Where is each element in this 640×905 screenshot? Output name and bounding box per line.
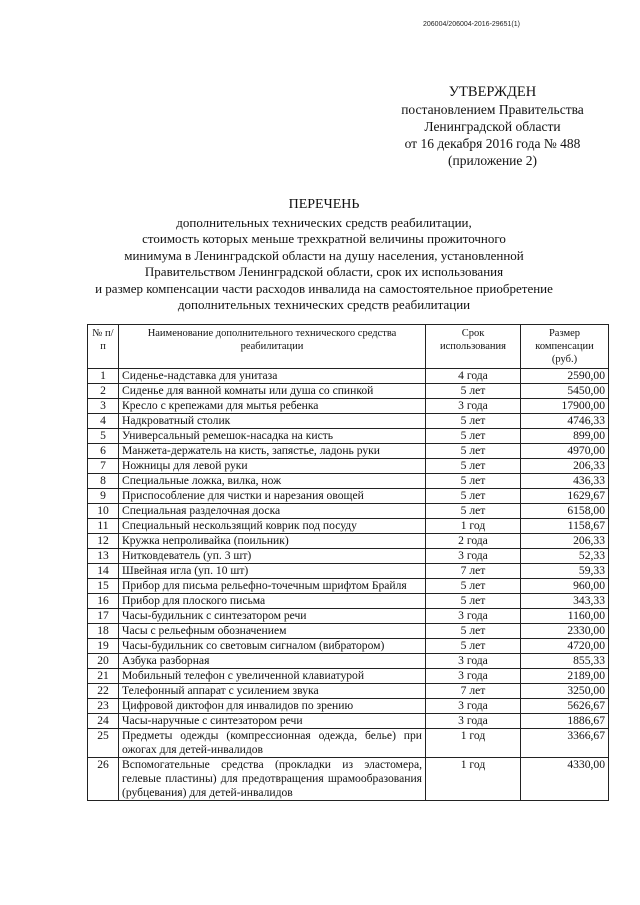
num-cell: 11	[88, 519, 119, 534]
num-cell: 6	[88, 444, 119, 459]
name-cell: Ножницы для левой руки	[119, 459, 426, 474]
amount-cell: 5626,67	[521, 699, 609, 714]
num-cell: 2	[88, 384, 119, 399]
amount-cell: 3366,67	[521, 729, 609, 758]
term-cell: 4 года	[426, 369, 521, 384]
amount-cell: 960,00	[521, 579, 609, 594]
name-cell: Швейная игла (уп. 10 шт)	[119, 564, 426, 579]
num-cell: 22	[88, 684, 119, 699]
term-cell: 2 года	[426, 534, 521, 549]
amount-cell: 52,33	[521, 549, 609, 564]
term-cell: 3 года	[426, 654, 521, 669]
term-cell: 5 лет	[426, 594, 521, 609]
table-row	[88, 609, 609, 624]
title-line: минимума в Ленинградской области на душу населения, установленной	[124, 247, 524, 263]
name-cell: Часы-будильник со световым сигналом (вибратором)	[119, 639, 426, 654]
table-row	[88, 758, 609, 801]
amount-cell: 4970,00	[521, 444, 609, 459]
term-cell: 7 лет	[426, 564, 521, 579]
num-cell: 24	[88, 714, 119, 729]
term-cell: 3 года	[426, 699, 521, 714]
name-cell: Сиденье для ванной комнаты или душа со спинкой	[119, 384, 426, 399]
term-cell: 7 лет	[426, 684, 521, 699]
name-cell: Кружка непроливайка (поильник)	[119, 534, 426, 549]
amount-cell: 436,33	[521, 474, 609, 489]
table-row	[88, 369, 609, 384]
approval-block	[385, 84, 600, 169]
name-cell: Приспособление для чистки и нарезания овощей	[119, 489, 426, 504]
term-cell: 3 года	[426, 714, 521, 729]
document-id: 206004/206004-2016-29651(1)	[423, 21, 520, 28]
name-cell: Универсальный ремешок-насадка на кисть	[119, 429, 426, 444]
name-cell: Часы-будильник с синтезатором речи	[119, 609, 426, 624]
num-cell: 13	[88, 549, 119, 564]
title-line: Правительством Ленинградской области, срок их использования	[144, 264, 504, 279]
name-cell: Нитковдеватель (уп. 3 шт)	[119, 549, 426, 564]
amount-cell: 17900,00	[521, 399, 609, 414]
approval-line: от 16 декабря 2016 года № 488	[404, 136, 581, 151]
name-cell: Цифровой диктофон для инвалидов по зрению	[119, 699, 426, 714]
table-row	[88, 534, 609, 549]
table-row	[88, 579, 609, 594]
amount-cell: 1629,67	[521, 489, 609, 504]
term-cell: 5 лет	[426, 624, 521, 639]
amount-cell: 2590,00	[521, 369, 609, 384]
num-cell: 8	[88, 474, 119, 489]
amount-cell: 1158,67	[521, 519, 609, 534]
name-cell: Предметы одежды (компрессионная одежда, белье) при ожогах для детей-инвалидов	[119, 729, 426, 758]
term-cell: 1 год	[426, 519, 521, 534]
term-cell: 3 года	[426, 669, 521, 684]
name-cell: Мобильный телефон с увеличенной клавиатурой	[119, 669, 426, 684]
table-row	[88, 489, 609, 504]
num-cell: 19	[88, 639, 119, 654]
term-cell: 5 лет	[426, 474, 521, 489]
table-row	[88, 504, 609, 519]
amount-cell: 206,33	[521, 534, 609, 549]
table-row	[88, 669, 609, 684]
name-cell: Надкроватный столик	[119, 414, 426, 429]
table-row	[88, 444, 609, 459]
table-row	[88, 459, 609, 474]
name-cell: Азбука разборная	[119, 654, 426, 669]
num-cell: 18	[88, 624, 119, 639]
table-row	[88, 564, 609, 579]
num-cell: 20	[88, 654, 119, 669]
amount-cell: 855,33	[521, 654, 609, 669]
header-name: Наименование дополнительного технического средства реабилитации	[119, 325, 426, 369]
table-row	[88, 639, 609, 654]
num-cell: 5	[88, 429, 119, 444]
name-cell: Кресло с крепежами для мытья ребенка	[119, 399, 426, 414]
term-cell: 5 лет	[426, 459, 521, 474]
name-cell: Вспомогательные средства (прокладки из эластомера, гелевые пластины) для предотвращения шрамообразования (рубцевания) для детей-инвалидов	[119, 758, 426, 801]
num-cell: 12	[88, 534, 119, 549]
document-title	[82, 197, 566, 314]
approval-line: Ленинградской области	[424, 119, 561, 134]
term-cell: 5 лет	[426, 414, 521, 429]
amount-cell: 1160,00	[521, 609, 609, 624]
approval-heading: УТВЕРЖДЕН	[448, 84, 537, 100]
title-line: и размер компенсации части расходов инвалида на самостоятельное приобретение	[95, 280, 553, 296]
num-cell: 9	[88, 489, 119, 504]
approval-line: постановлением Правительства	[401, 102, 584, 117]
num-cell: 15	[88, 579, 119, 594]
table-row	[88, 519, 609, 534]
table-row	[88, 699, 609, 714]
amount-cell: 1886,67	[521, 714, 609, 729]
name-cell: Специальный нескользящий коврик под посуду	[119, 519, 426, 534]
amount-cell: 4330,00	[521, 758, 609, 801]
table-row	[88, 414, 609, 429]
amount-cell: 343,33	[521, 594, 609, 609]
term-cell: 5 лет	[426, 429, 521, 444]
term-cell: 3 года	[426, 399, 521, 414]
term-cell: 1 год	[426, 758, 521, 801]
title-line: стоимость которых меньше трехкратной величины прожиточного	[142, 231, 506, 246]
name-cell: Прибор для письма рельефно-точечным шрифтом Брайля	[119, 579, 426, 594]
amount-cell: 4746,33	[521, 414, 609, 429]
header-num: № п/п	[88, 325, 119, 369]
table-row	[88, 654, 609, 669]
table-row	[88, 474, 609, 489]
num-cell: 16	[88, 594, 119, 609]
term-cell: 3 года	[426, 609, 521, 624]
approval-line: (приложение 2)	[447, 153, 538, 168]
term-cell: 5 лет	[426, 639, 521, 654]
table-row	[88, 624, 609, 639]
num-cell: 17	[88, 609, 119, 624]
title-line: дополнительных технических средств реабилитации,	[176, 214, 472, 230]
name-cell: Специальная разделочная доска	[119, 504, 426, 519]
name-cell: Манжета-держатель на кисть, запястье, ладонь руки	[119, 444, 426, 459]
header-term: Срок использования	[426, 325, 521, 369]
title-line: дополнительных технических средств реабилитации	[177, 297, 471, 312]
name-cell: Телефонный аппарат с усилением звука	[119, 684, 426, 699]
table-header-row	[88, 325, 609, 369]
num-cell: 10	[88, 504, 119, 519]
num-cell: 14	[88, 564, 119, 579]
amount-cell: 5450,00	[521, 384, 609, 399]
amount-cell: 2189,00	[521, 669, 609, 684]
table-body	[88, 369, 609, 801]
table-row	[88, 684, 609, 699]
table-row	[88, 399, 609, 414]
title-heading: ПЕРЕЧЕНЬ	[288, 197, 360, 212]
num-cell: 23	[88, 699, 119, 714]
term-cell: 3 года	[426, 549, 521, 564]
amount-cell: 4720,00	[521, 639, 609, 654]
table-row	[88, 384, 609, 399]
amount-cell: 206,33	[521, 459, 609, 474]
name-cell: Сиденье-надставка для унитаза	[119, 369, 426, 384]
table-row	[88, 714, 609, 729]
num-cell: 1	[88, 369, 119, 384]
amount-cell: 2330,00	[521, 624, 609, 639]
name-cell: Прибор для плоского письма	[119, 594, 426, 609]
term-cell: 5 лет	[426, 384, 521, 399]
amount-cell: 6158,00	[521, 504, 609, 519]
name-cell: Часы с рельефным обозначением	[119, 624, 426, 639]
amount-cell: 899,00	[521, 429, 609, 444]
header-amount: Размер компенсации (руб.)	[521, 325, 609, 369]
num-cell: 3	[88, 399, 119, 414]
table-row	[88, 594, 609, 609]
num-cell: 7	[88, 459, 119, 474]
term-cell: 5 лет	[426, 489, 521, 504]
num-cell: 26	[88, 758, 119, 801]
num-cell: 25	[88, 729, 119, 758]
term-cell: 5 лет	[426, 444, 521, 459]
name-cell: Специальные ложка, вилка, нож	[119, 474, 426, 489]
table-row	[88, 429, 609, 444]
rehab-equipment-table	[87, 324, 609, 801]
name-cell: Часы-наручные с синтезатором речи	[119, 714, 426, 729]
num-cell: 21	[88, 669, 119, 684]
num-cell: 4	[88, 414, 119, 429]
term-cell: 5 лет	[426, 579, 521, 594]
table-row	[88, 549, 609, 564]
term-cell: 1 год	[426, 729, 521, 758]
amount-cell: 3250,00	[521, 684, 609, 699]
table-row	[88, 729, 609, 758]
term-cell: 5 лет	[426, 504, 521, 519]
amount-cell: 59,33	[521, 564, 609, 579]
